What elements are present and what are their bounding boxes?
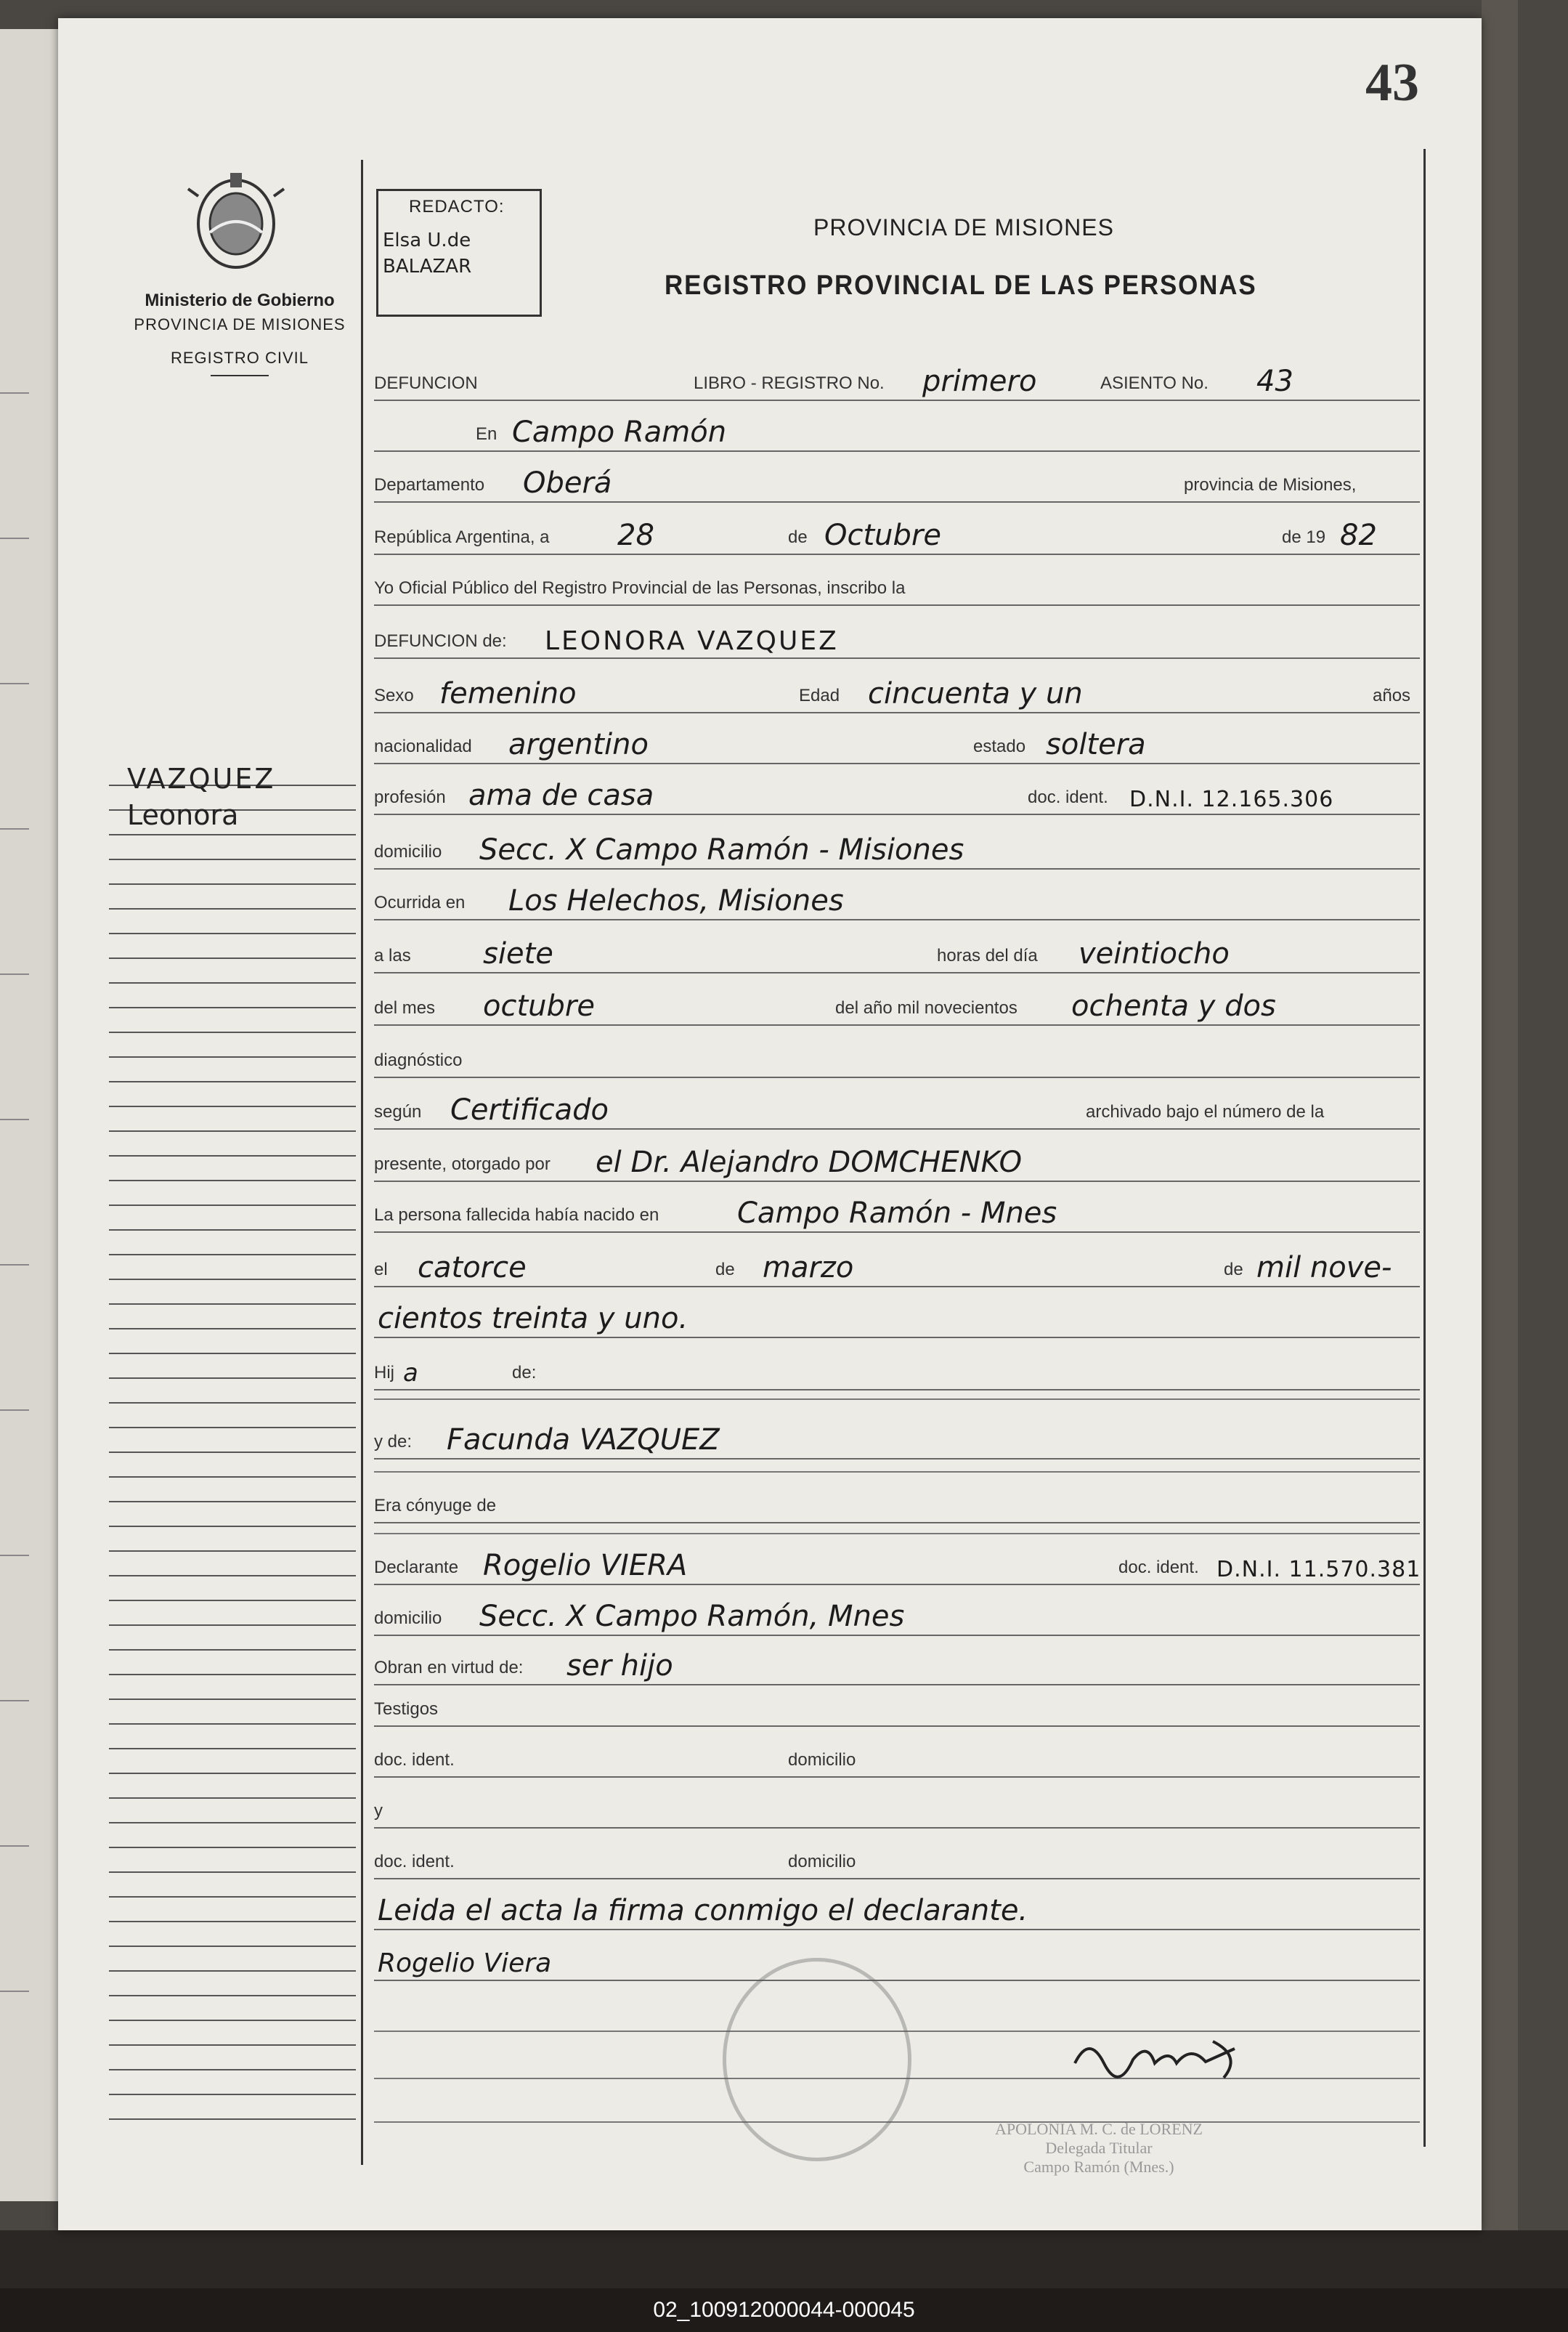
- margin-rule-line: [109, 933, 356, 934]
- row-departamento: [374, 465, 1420, 503]
- en-value: Campo Ramón: [512, 416, 727, 449]
- hora-value: siete: [483, 937, 553, 971]
- anio-texto-value: ochenta y dos: [1071, 989, 1276, 1023]
- margin-rule-line: [109, 1748, 356, 1749]
- madre-second-line: [374, 1471, 1420, 1473]
- nacionalidad-value: argentino: [508, 728, 649, 761]
- margin-rule-line: [109, 1032, 356, 1033]
- margin-rule-line: [109, 1303, 356, 1305]
- margin-rule-line: [109, 1970, 356, 1972]
- margin-rule-line: [109, 1871, 356, 1873]
- row-leida: [374, 1892, 1420, 1930]
- row-conyuge: [374, 1486, 1420, 1523]
- row-testigos: [374, 1689, 1420, 1727]
- de-label: de: [788, 527, 808, 547]
- asiento-value: 43: [1256, 365, 1293, 398]
- margin-rule-line: [109, 1427, 356, 1428]
- row-firma: [374, 1943, 1420, 1981]
- margin-rule-line: [109, 883, 356, 885]
- margin-rule-line: [109, 1155, 356, 1157]
- redacto-label: REDACTO:: [409, 197, 505, 216]
- margin-rule-line: [109, 1377, 356, 1379]
- row-oficial: [374, 568, 1420, 606]
- leida-value: Leida el acta la firma conmigo el declarante.: [378, 1894, 1028, 1927]
- margin-rule-line: [109, 1254, 356, 1255]
- el-label: el: [374, 1260, 388, 1279]
- registry-title: REGISTRO PROVINCIAL DE LAS PERSONAS: [665, 270, 1257, 301]
- row-domicilio: [374, 832, 1420, 870]
- registrar-stamp: [995, 2120, 1203, 2177]
- margin-note-lines: [109, 785, 356, 2143]
- margin-rule-line: [109, 1822, 356, 1823]
- margin-rule-line: [109, 1526, 356, 1527]
- libro-value: primero: [922, 365, 1037, 398]
- margin-rule-line: [109, 2094, 356, 2095]
- defuncion-label: DEFUNCION: [374, 373, 478, 393]
- edad-value: cincuenta y un: [868, 677, 1083, 710]
- margin-rule-line: [109, 1501, 356, 1502]
- margin-rule-line: [109, 1130, 356, 1132]
- domicilio-label-2: domicilio: [374, 1608, 442, 1628]
- row-diagnostico: [374, 1040, 1420, 1078]
- row-nacido: [374, 1195, 1420, 1233]
- fallecido-value: LEONORA VAZQUEZ: [545, 626, 839, 656]
- row-presente: [374, 1144, 1420, 1182]
- conyuge-label: Era cónyuge de: [374, 1496, 497, 1515]
- nac-anio-value-1: mil nove-: [1256, 1251, 1392, 1284]
- sexo-label: Sexo: [374, 686, 414, 705]
- row-ocurrida: [374, 883, 1420, 920]
- margin-rule-line: [109, 1328, 356, 1329]
- archivado-label: archivado bajo el número de la: [1086, 1102, 1325, 1122]
- libro-label: LIBRO - REGISTRO No.: [694, 373, 885, 393]
- registrar-stamp-line2: Delegada Titular: [1045, 2139, 1153, 2157]
- hijo-de-label: de:: [512, 1363, 537, 1382]
- margin-rule-line: [109, 1353, 356, 1354]
- margin-rule-line: [109, 1007, 356, 1008]
- margin-given-name: Leonora: [127, 799, 239, 831]
- row-libro: [374, 363, 1420, 401]
- obran-label: Obran en virtud de:: [374, 1658, 524, 1677]
- margin-rule-line: [109, 2020, 356, 2021]
- departamento-label: Departamento: [374, 475, 485, 495]
- row-segun: [374, 1092, 1420, 1130]
- ocurrida-label: Ocurrida en: [374, 893, 466, 912]
- oficial-label: Yo Oficial Público del Registro Provincial de las Personas, inscribo la: [374, 578, 906, 598]
- row-nac-anio: [374, 1300, 1420, 1338]
- segun-label: según: [374, 1102, 422, 1122]
- nacionalidad-label: nacionalidad: [374, 737, 472, 756]
- file-label: 02_100912000044-000045: [0, 2288, 1568, 2332]
- redacto-name-line1: Elsa U.de: [383, 230, 471, 251]
- row-testigo2-doc: [374, 1842, 1420, 1879]
- redacto-name: [383, 227, 471, 280]
- doc-label-4: doc. ident.: [374, 1852, 455, 1871]
- otorgado-value: el Dr. Alejandro DOMCHENKO: [596, 1146, 1023, 1179]
- margin-rule-line: [109, 1921, 356, 1922]
- margin-surname: VAZQUEZ: [127, 763, 276, 795]
- redacto-box: [376, 189, 542, 317]
- margin-rule-line: [109, 1674, 356, 1675]
- margin-rule-line: [109, 1550, 356, 1552]
- doc-label-2: doc. ident.: [1118, 1558, 1199, 1577]
- mes-texto-value: octubre: [483, 989, 595, 1023]
- margin-rule-line: [109, 1797, 356, 1799]
- ministry-province: PROVINCIA DE MISIONES: [134, 315, 346, 333]
- segun-value: Certificado: [450, 1093, 609, 1127]
- row-testigo1-doc: [374, 1740, 1420, 1778]
- margin-rule-line: [109, 2118, 356, 2120]
- ocurrida-value: Los Helechos, Misiones: [508, 884, 844, 918]
- margin-rule-line: [109, 1723, 356, 1725]
- departamento-value: Oberá: [523, 466, 612, 500]
- row-declarante: [374, 1547, 1420, 1585]
- conyuge-second-line: [374, 1533, 1420, 1534]
- margin-rule-line: [109, 1575, 356, 1576]
- hijo-suffix: a: [403, 1359, 418, 1388]
- doc-label-3: doc. ident.: [374, 1750, 455, 1770]
- book-cover: [1482, 0, 1518, 2238]
- firma-value: Rogelio Viera: [378, 1948, 552, 1978]
- blank-line-3: [374, 2121, 1420, 2123]
- margin-rule-line: [109, 1452, 356, 1453]
- margin-rule-line: [109, 1624, 356, 1626]
- page-number: 43: [1365, 53, 1419, 113]
- del-mes-label: del mes: [374, 998, 436, 1018]
- horas-dia-label: horas del día: [937, 946, 1038, 965]
- dia-value: 28: [617, 519, 654, 552]
- issuer-block: [109, 291, 370, 376]
- anios-label: años: [1373, 686, 1411, 705]
- row-defuncion-de: [374, 621, 1420, 659]
- row-obran: [374, 1648, 1420, 1685]
- y-label: y: [374, 1801, 383, 1821]
- testigos-label: Testigos: [374, 1699, 439, 1719]
- row-testigo2: [374, 1791, 1420, 1829]
- presente-label: presente, otorgado por: [374, 1154, 551, 1174]
- diagnostico-label: diagnóstico: [374, 1050, 463, 1070]
- row-madre: [374, 1422, 1420, 1459]
- estado-value: soltera: [1046, 728, 1146, 761]
- margin-rule-line: [109, 1995, 356, 1996]
- en-label: En: [476, 424, 497, 444]
- margin-rule-line: [109, 958, 356, 959]
- margin-divider: [361, 160, 363, 2165]
- margin-rule-line: [109, 1106, 356, 1107]
- domicilio-label-3: domicilio: [788, 1750, 856, 1770]
- row-mes: [374, 988, 1420, 1026]
- doc-value: D.N.I. 12.165.306: [1129, 787, 1334, 812]
- margin-rule-line: [109, 1649, 356, 1651]
- margin-rule-line: [109, 1600, 356, 1601]
- nacido-label: La persona fallecida había nacido en: [374, 1205, 659, 1225]
- margin-rule-line: [109, 908, 356, 910]
- nac-mes-value: marzo: [763, 1251, 854, 1284]
- estado-label: estado: [973, 737, 1026, 756]
- profesion-value: ama de casa: [468, 779, 654, 812]
- ministry-name: Ministerio de Gobierno: [145, 291, 335, 310]
- nacido-value: Campo Ramón - Mnes: [737, 1197, 1057, 1230]
- dia-texto-value: veintiocho: [1078, 937, 1230, 971]
- margin-rule-line: [109, 859, 356, 860]
- margin-rule-line: [109, 1279, 356, 1280]
- margin-rule-line: [109, 1081, 356, 1082]
- declarante-label: Declarante: [374, 1558, 459, 1577]
- margin-rule-line: [109, 2069, 356, 2070]
- margin-rule-line: [109, 1205, 356, 1206]
- de-label-3: de: [1224, 1260, 1243, 1279]
- hijo-second-line: [374, 1398, 1420, 1400]
- left-page-edge: [0, 29, 60, 2201]
- coat-of-arms-icon: [185, 167, 287, 276]
- asiento-label: ASIENTO No.: [1100, 373, 1209, 393]
- doc-label: doc. ident.: [1028, 788, 1108, 807]
- right-border: [1423, 149, 1426, 2147]
- republica-label: República Argentina, a: [374, 527, 550, 547]
- official-seal-stamp: [723, 1958, 911, 2161]
- margin-rule-line: [109, 1699, 356, 1700]
- margin-rule-line: [109, 1773, 356, 1774]
- row-sexo: [374, 676, 1420, 713]
- row-nac-fecha: [374, 1250, 1420, 1287]
- row-hora: [374, 936, 1420, 973]
- hijo-label: Hij: [374, 1363, 394, 1382]
- domicilio-value: Secc. X Campo Ramón - Misiones: [479, 833, 964, 867]
- registrar-stamp-line1: APOLONIA M. C. de LORENZ: [995, 2120, 1203, 2138]
- margin-rule-line: [109, 1896, 356, 1898]
- redacto-name-line2: BALAZAR: [383, 256, 472, 278]
- margin-rule-line: [109, 1229, 356, 1231]
- row-en: [374, 414, 1420, 452]
- del-anio-label: del año mil novecientos: [835, 998, 1017, 1018]
- ministry-rule: [211, 375, 269, 376]
- edad-label: Edad: [799, 686, 840, 705]
- margin-rule-line: [109, 834, 356, 835]
- de-label-2: de: [715, 1260, 735, 1279]
- a-las-label: a las: [374, 946, 411, 965]
- sexo-value: femenino: [439, 677, 577, 710]
- domicilio-label-4: domicilio: [788, 1852, 856, 1871]
- ministry-registry: REGISTRO CIVIL: [170, 349, 309, 367]
- anio-value: 82: [1340, 519, 1377, 552]
- margin-rule-line: [109, 1402, 356, 1404]
- domicilio-label: domicilio: [374, 842, 442, 862]
- nac-anio-value-2: cientos treinta y uno.: [378, 1302, 688, 1335]
- declarante-doc-value: D.N.I. 11.570.381: [1216, 1557, 1421, 1582]
- row-declarante-domicilio: [374, 1598, 1420, 1636]
- obran-value: ser hijo: [566, 1649, 673, 1683]
- margin-rule-line: [109, 2044, 356, 2046]
- row-profesion: [374, 777, 1420, 815]
- margin-rule-line: [109, 1476, 356, 1478]
- margin-rule-line: [109, 1946, 356, 1947]
- de19-label: de 19: [1282, 527, 1326, 547]
- margin-rule-line: [109, 982, 356, 984]
- province-title: PROVINCIA DE MISIONES: [813, 214, 1114, 240]
- margin-rule-line: [109, 1180, 356, 1181]
- row-fecha: [374, 517, 1420, 555]
- profesion-label: profesión: [374, 788, 446, 807]
- mes-value: Octubre: [824, 519, 941, 552]
- y-de-label: y de:: [374, 1432, 413, 1452]
- declarante-value: Rogelio VIERA: [483, 1549, 688, 1582]
- madre-value: Facunda VAZQUEZ: [447, 1423, 720, 1457]
- row-hijo: [374, 1353, 1420, 1390]
- nac-dia-value: catorce: [418, 1251, 527, 1284]
- book-bottom: [0, 2230, 1568, 2288]
- row-nacionalidad: [374, 726, 1420, 764]
- defuncion-de-label: DEFUNCION de:: [374, 631, 507, 651]
- declarante-domicilio-value: Secc. X Campo Ramón, Mnes: [479, 1600, 905, 1633]
- registrar-stamp-line3: Campo Ramón (Mnes.): [1023, 2158, 1174, 2176]
- margin-rule-line: [109, 1056, 356, 1058]
- official-signature-icon: [1068, 2027, 1256, 2085]
- margin-rule-line: [109, 1847, 356, 1848]
- provincia-label: provincia de Misiones,: [1184, 475, 1357, 495]
